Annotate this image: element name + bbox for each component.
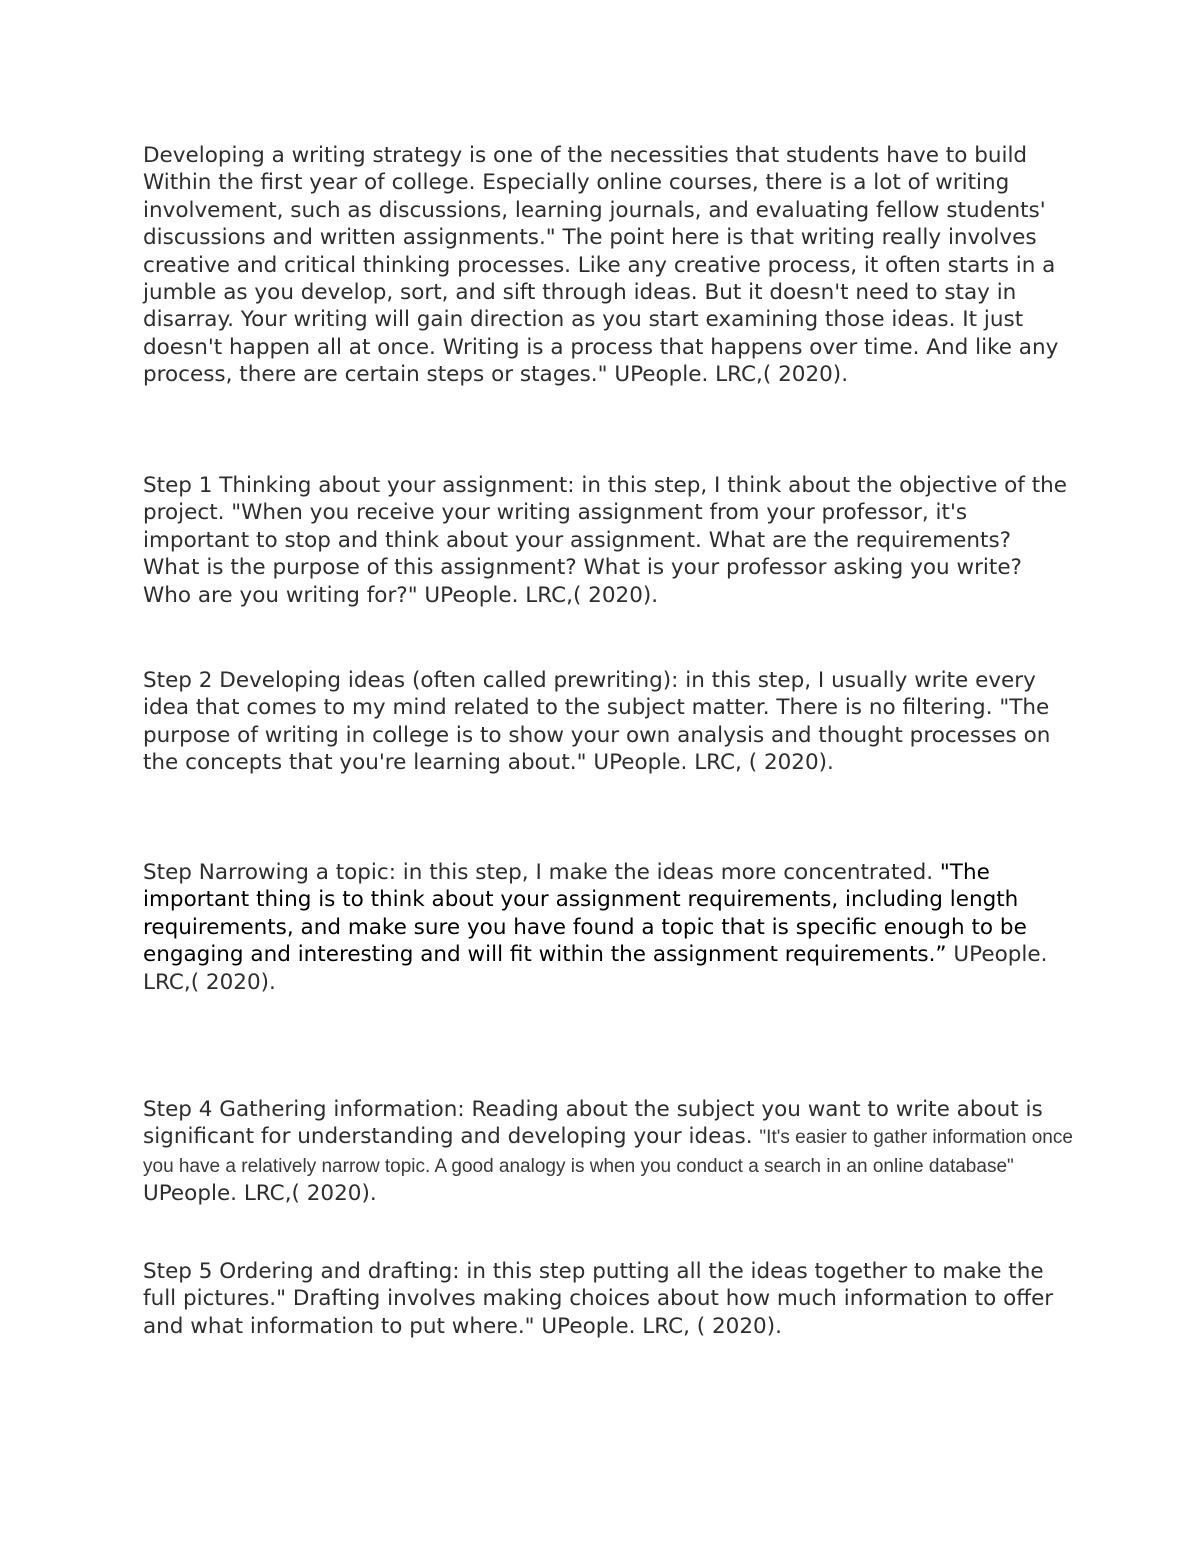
step-4-lead: Step 4 Gathering information: Reading about the subject you want to write about is significant for understanding and developing your ideas. [143,1097,1043,1150]
step-narrowing-citation: UPeople. LRC,( 2020). [143,942,1048,995]
intro-paragraph: Developing a writing strategy is one of the necessities that students have to build Within the first year of college. Especially online courses, there is a lot of writing involvement, such as discussions, learning journals, and evaluating fellow students' discussions and written assignments." The point here is that writing really involves creative and critical thinking processes. Like any creative process, it often starts in a jumble as you develop, sort, and sift through ideas. But it doesn't need to stay in disarray. Your writing will gain direction as you start examining those ideas. It just doesn't happen all at once. Writing is a process that happens over time. And like any process, there are certain steps or stages." UPeople. LRC,( 2020). [143,143,1059,388]
step-5-paragraph: Step 5 Ordering and drafting: in this step putting all the ideas together to make the full pictures." Drafting involves making choices about how much information to offer and what information to put where." UPeople. LRC, ( 2020). [143,1259,1054,1339]
step-4-paragraph [143,1096,1073,1208]
step-2-paragraph: Step 2 Developing ideas (often called prewriting): in this step, I usually write every idea that comes to my mind related to the subject matter. There is no filtering. "The purpose of writing in college is to show your own analysis and thought processes on the concepts that you're learning about." UPeople. LRC, ( 2020). [143,668,1051,776]
step-4-quote: "It's easier to gather information once you have a relatively narrow topic. A good analogy is when you conduct a search in an online database" [143,1127,1073,1177]
step-narrowing-quote: "The important thing is to think about your assignment requirements, including length requirements, and make sure you have found a topic that is specific enough to be engaging and interesting and will fit within the assignment requirements.” [143,860,1027,968]
step-4-citation: UPeople. LRC,( 2020). [143,1181,377,1207]
step-narrowing-paragraph [143,859,1073,996]
step-narrowing-lead: Step Narrowing a topic: in this step, I make the ideas more concentrated. [143,860,940,885]
step-1-paragraph: Step 1 Thinking about your assignment: in this step, I think about the objective of the project. "When you receive your writing assignment from your professor, it's important to stop and think about your assignment. What are the requirements? What is the purpose of this assignment? What is your professor asking you write? Who are you writing for?" UPeople. LRC,( 2020). [143,473,1067,608]
